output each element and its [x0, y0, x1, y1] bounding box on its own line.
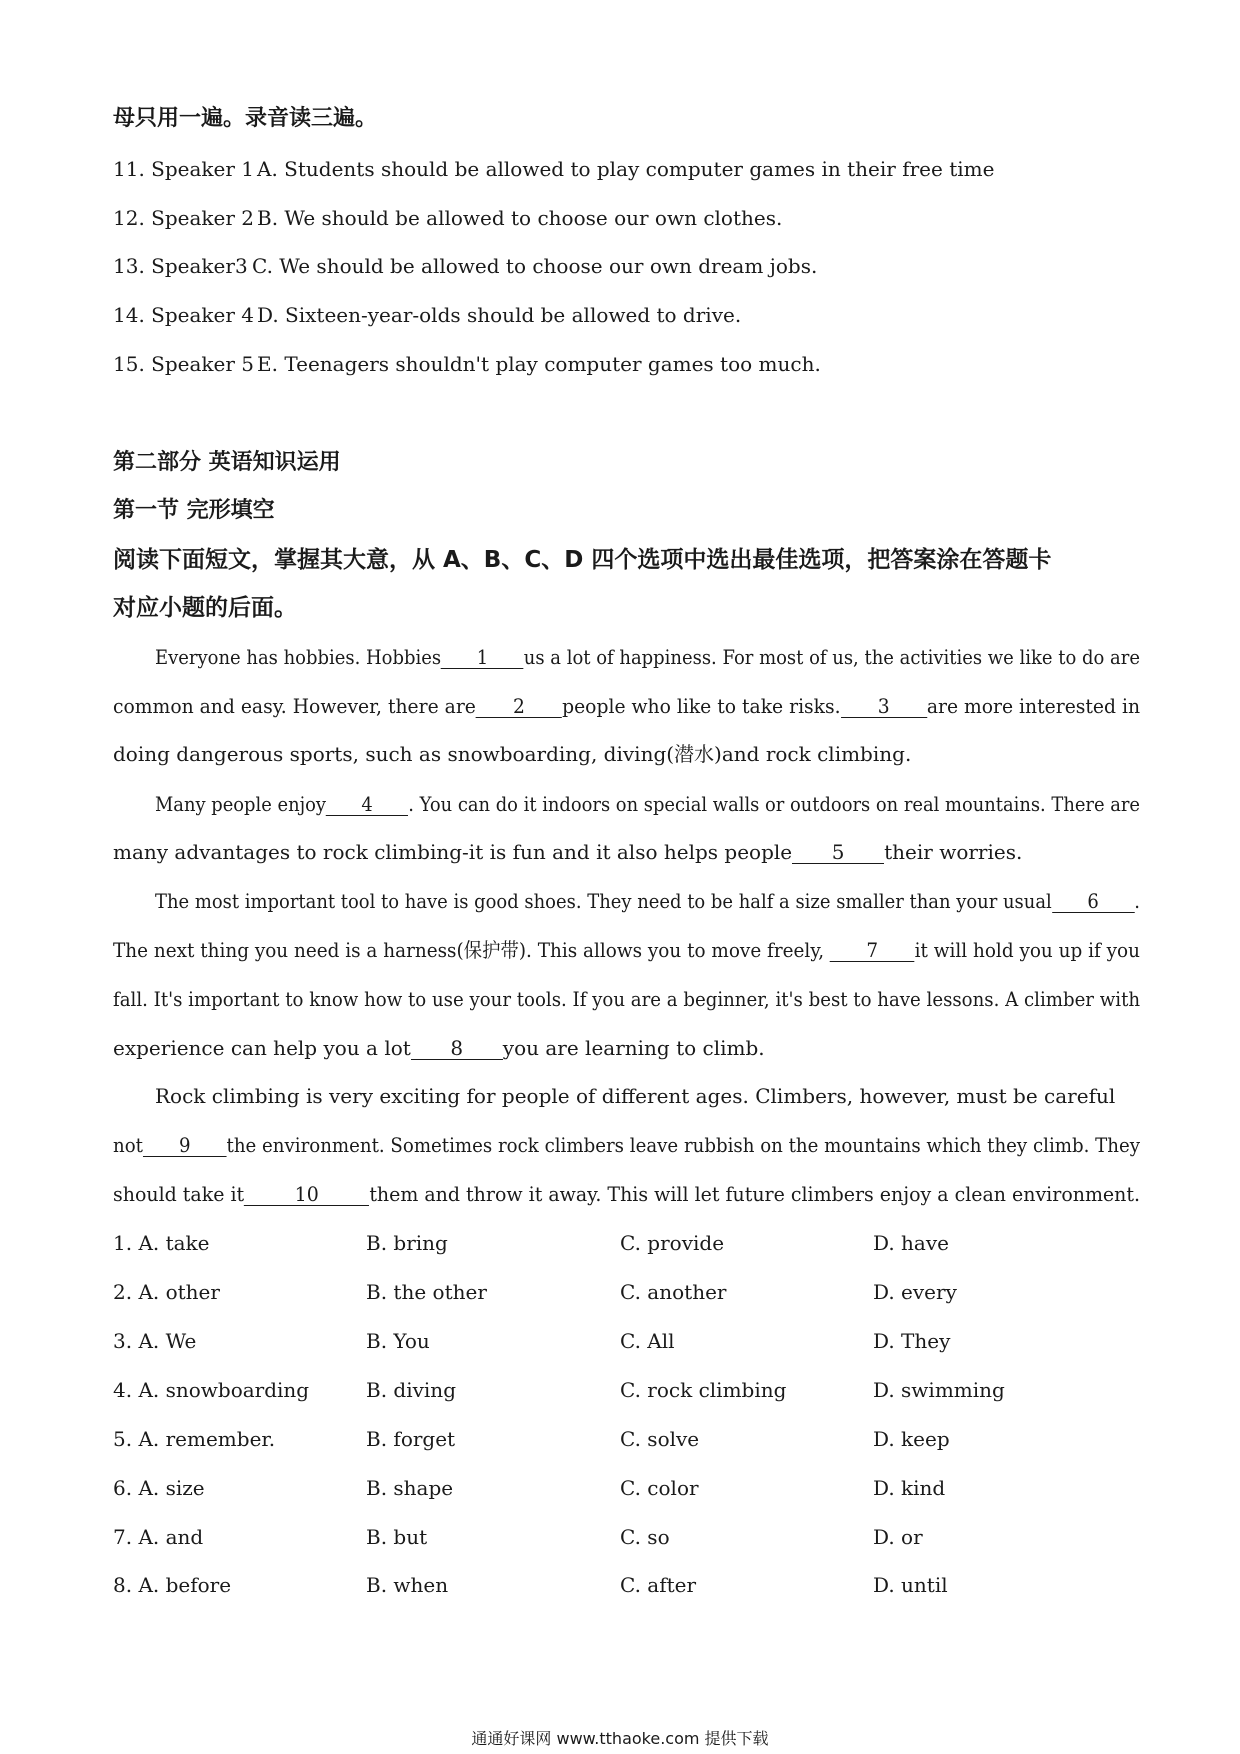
passage-text: Many people enjoy [155, 792, 327, 816]
speaker-statement: E. Teenagers shouldn't play computer games too much. [257, 352, 821, 376]
option-a: 5. A. remember. [113, 1427, 276, 1451]
instruction-line-2: 对应小题的后面。 [113, 595, 297, 621]
option-b: B. shape [366, 1476, 454, 1500]
passage-text: should take it [113, 1182, 245, 1206]
section-title: 第一节 完形填空 [113, 498, 275, 523]
option-a: 2. A. other [113, 1280, 220, 1304]
option-a: 8. A. before [113, 1573, 232, 1597]
option-a: 1. A. take [113, 1231, 210, 1255]
option-c: C. color [620, 1476, 699, 1500]
passage-text: it will hold you up if you [914, 938, 1140, 962]
option-b: B. but [366, 1525, 428, 1549]
option-a: 6. A. size [113, 1476, 205, 1500]
speaker-item [113, 350, 821, 378]
option-c: C. after [620, 1573, 697, 1597]
speaker-number: 15. Speaker 5 [113, 352, 255, 376]
option-d: D. kind [873, 1476, 946, 1500]
passage-line [155, 887, 1140, 915]
option-c: C. so [620, 1525, 670, 1549]
passage-text: many advantages to rock climbing-it is fun and it also helps people [113, 840, 793, 864]
speaker-statement: C. We should be allowed to choose our own dream jobs. [252, 254, 818, 278]
page-footer: 通通好课网 www.tthaoke.com 提供下载 [471, 1729, 769, 1748]
part-title: 第二部分 英语知识运用 [113, 450, 341, 475]
option-d: D. keep [873, 1427, 950, 1451]
option-c: C. provide [620, 1231, 725, 1255]
blank-5: 5 [792, 841, 884, 864]
passage-line [113, 692, 1140, 720]
option-b: B. when [366, 1573, 449, 1597]
blank-2: 2 [476, 695, 562, 718]
passage-line: Rock climbing is very exciting for people of different ages. Climbers, however, must be careful [155, 1084, 1116, 1108]
option-b: B. diving [366, 1378, 456, 1402]
option-a: 3. A. We [113, 1329, 197, 1353]
speaker-number: 11. Speaker 1 [113, 157, 255, 181]
option-d: D. have [873, 1231, 949, 1255]
passage-text: The next thing you need is a harness(保护带). This allows you to move freely, [113, 938, 825, 962]
option-c: C. solve [620, 1427, 700, 1451]
passage-text: are more interested in [926, 694, 1141, 718]
passage-text: them and throw it away. This will let future climbers enjoy a clean environment. [369, 1182, 1141, 1206]
blank-4: 4 [326, 793, 408, 816]
instruction-line-1: 阅读下面短文，掌握其大意，从 A、B、C、D 四个选项中选出最佳选项，把答案涂在答题卡 [113, 547, 1052, 573]
intro-line: 母只用一遍。录音读三遍。 [113, 106, 378, 131]
passage-line [113, 1034, 765, 1062]
passage-text: us a lot of happiness. For most of us, the activities we like to do are [523, 645, 1140, 669]
speaker-item [113, 204, 782, 232]
speaker-number: 14. Speaker 4 [113, 303, 255, 327]
passage-text: . [1134, 889, 1141, 913]
passage-text: . You can do it indoors on special walls or outdoors on real mountains. There are [408, 792, 1141, 816]
option-b: B. the other [366, 1280, 487, 1304]
passage-text: their worries. [884, 840, 1023, 864]
passage-line [113, 1131, 1140, 1159]
speaker-statement: D. Sixteen-year-olds should be allowed to drive. [257, 303, 742, 327]
option-d: D. every [873, 1280, 957, 1304]
passage-text: not [113, 1133, 143, 1157]
speaker-item [113, 301, 741, 329]
option-a: 4. A. snowboarding [113, 1378, 310, 1402]
passage-text: The most important tool to have is good shoes. They need to be half a size smaller than your usual [155, 889, 1052, 913]
option-a: 7. A. and [113, 1525, 204, 1549]
passage-text: common and easy. However, there are [113, 694, 476, 718]
passage-text: you are learning to climb. [502, 1036, 765, 1060]
blank-10: 10 [244, 1183, 369, 1206]
passage-line: fall. It's important to know how to use your tools. If you are a beginner, it's best to have lessons. A climber with [113, 987, 1141, 1011]
option-b: B. forget [366, 1427, 456, 1451]
speaker-statement: B. We should be allowed to choose our own clothes. [257, 206, 783, 230]
passage-text: Everyone has hobbies. Hobbies [155, 645, 442, 669]
speaker-number: 12. Speaker 2 [113, 206, 255, 230]
option-d: D. They [873, 1329, 951, 1353]
blank-8: 8 [411, 1037, 503, 1060]
option-d: D. until [873, 1573, 948, 1597]
passage-line: doing dangerous sports, such as snowboarding, diving(潜水)and rock climbing. [113, 742, 912, 766]
option-b: B. You [366, 1329, 430, 1353]
passage-line [155, 643, 1140, 671]
option-c: C. All [620, 1329, 675, 1353]
option-c: C. rock climbing [620, 1378, 787, 1402]
blank-6: 6 [1052, 890, 1135, 913]
option-c: C. another [620, 1280, 727, 1304]
speaker-statement: A. Students should be allowed to play computer games in their free time [257, 157, 995, 181]
speaker-item [113, 155, 994, 183]
passage-text: people who like to take risks. [562, 694, 841, 718]
blank-1: 1 [441, 646, 524, 669]
option-d: D. swimming [873, 1378, 1005, 1402]
blank-3: 3 [841, 695, 927, 718]
passage-text: experience can help you a lot [113, 1036, 411, 1060]
passage-line [113, 936, 1140, 964]
blank-7: 7 [830, 939, 915, 962]
option-d: D. or [873, 1525, 923, 1549]
option-b: B. bring [366, 1231, 448, 1255]
passage-line [113, 838, 1022, 866]
speaker-item [113, 252, 817, 280]
passage-line [155, 790, 1140, 818]
passage-line [113, 1180, 1140, 1208]
passage-text: the environment. Sometimes rock climbers leave rubbish on the mountains which they climb. They [226, 1133, 1141, 1157]
blank-9: 9 [143, 1134, 227, 1157]
speaker-number: 13. Speaker3 [113, 254, 248, 278]
